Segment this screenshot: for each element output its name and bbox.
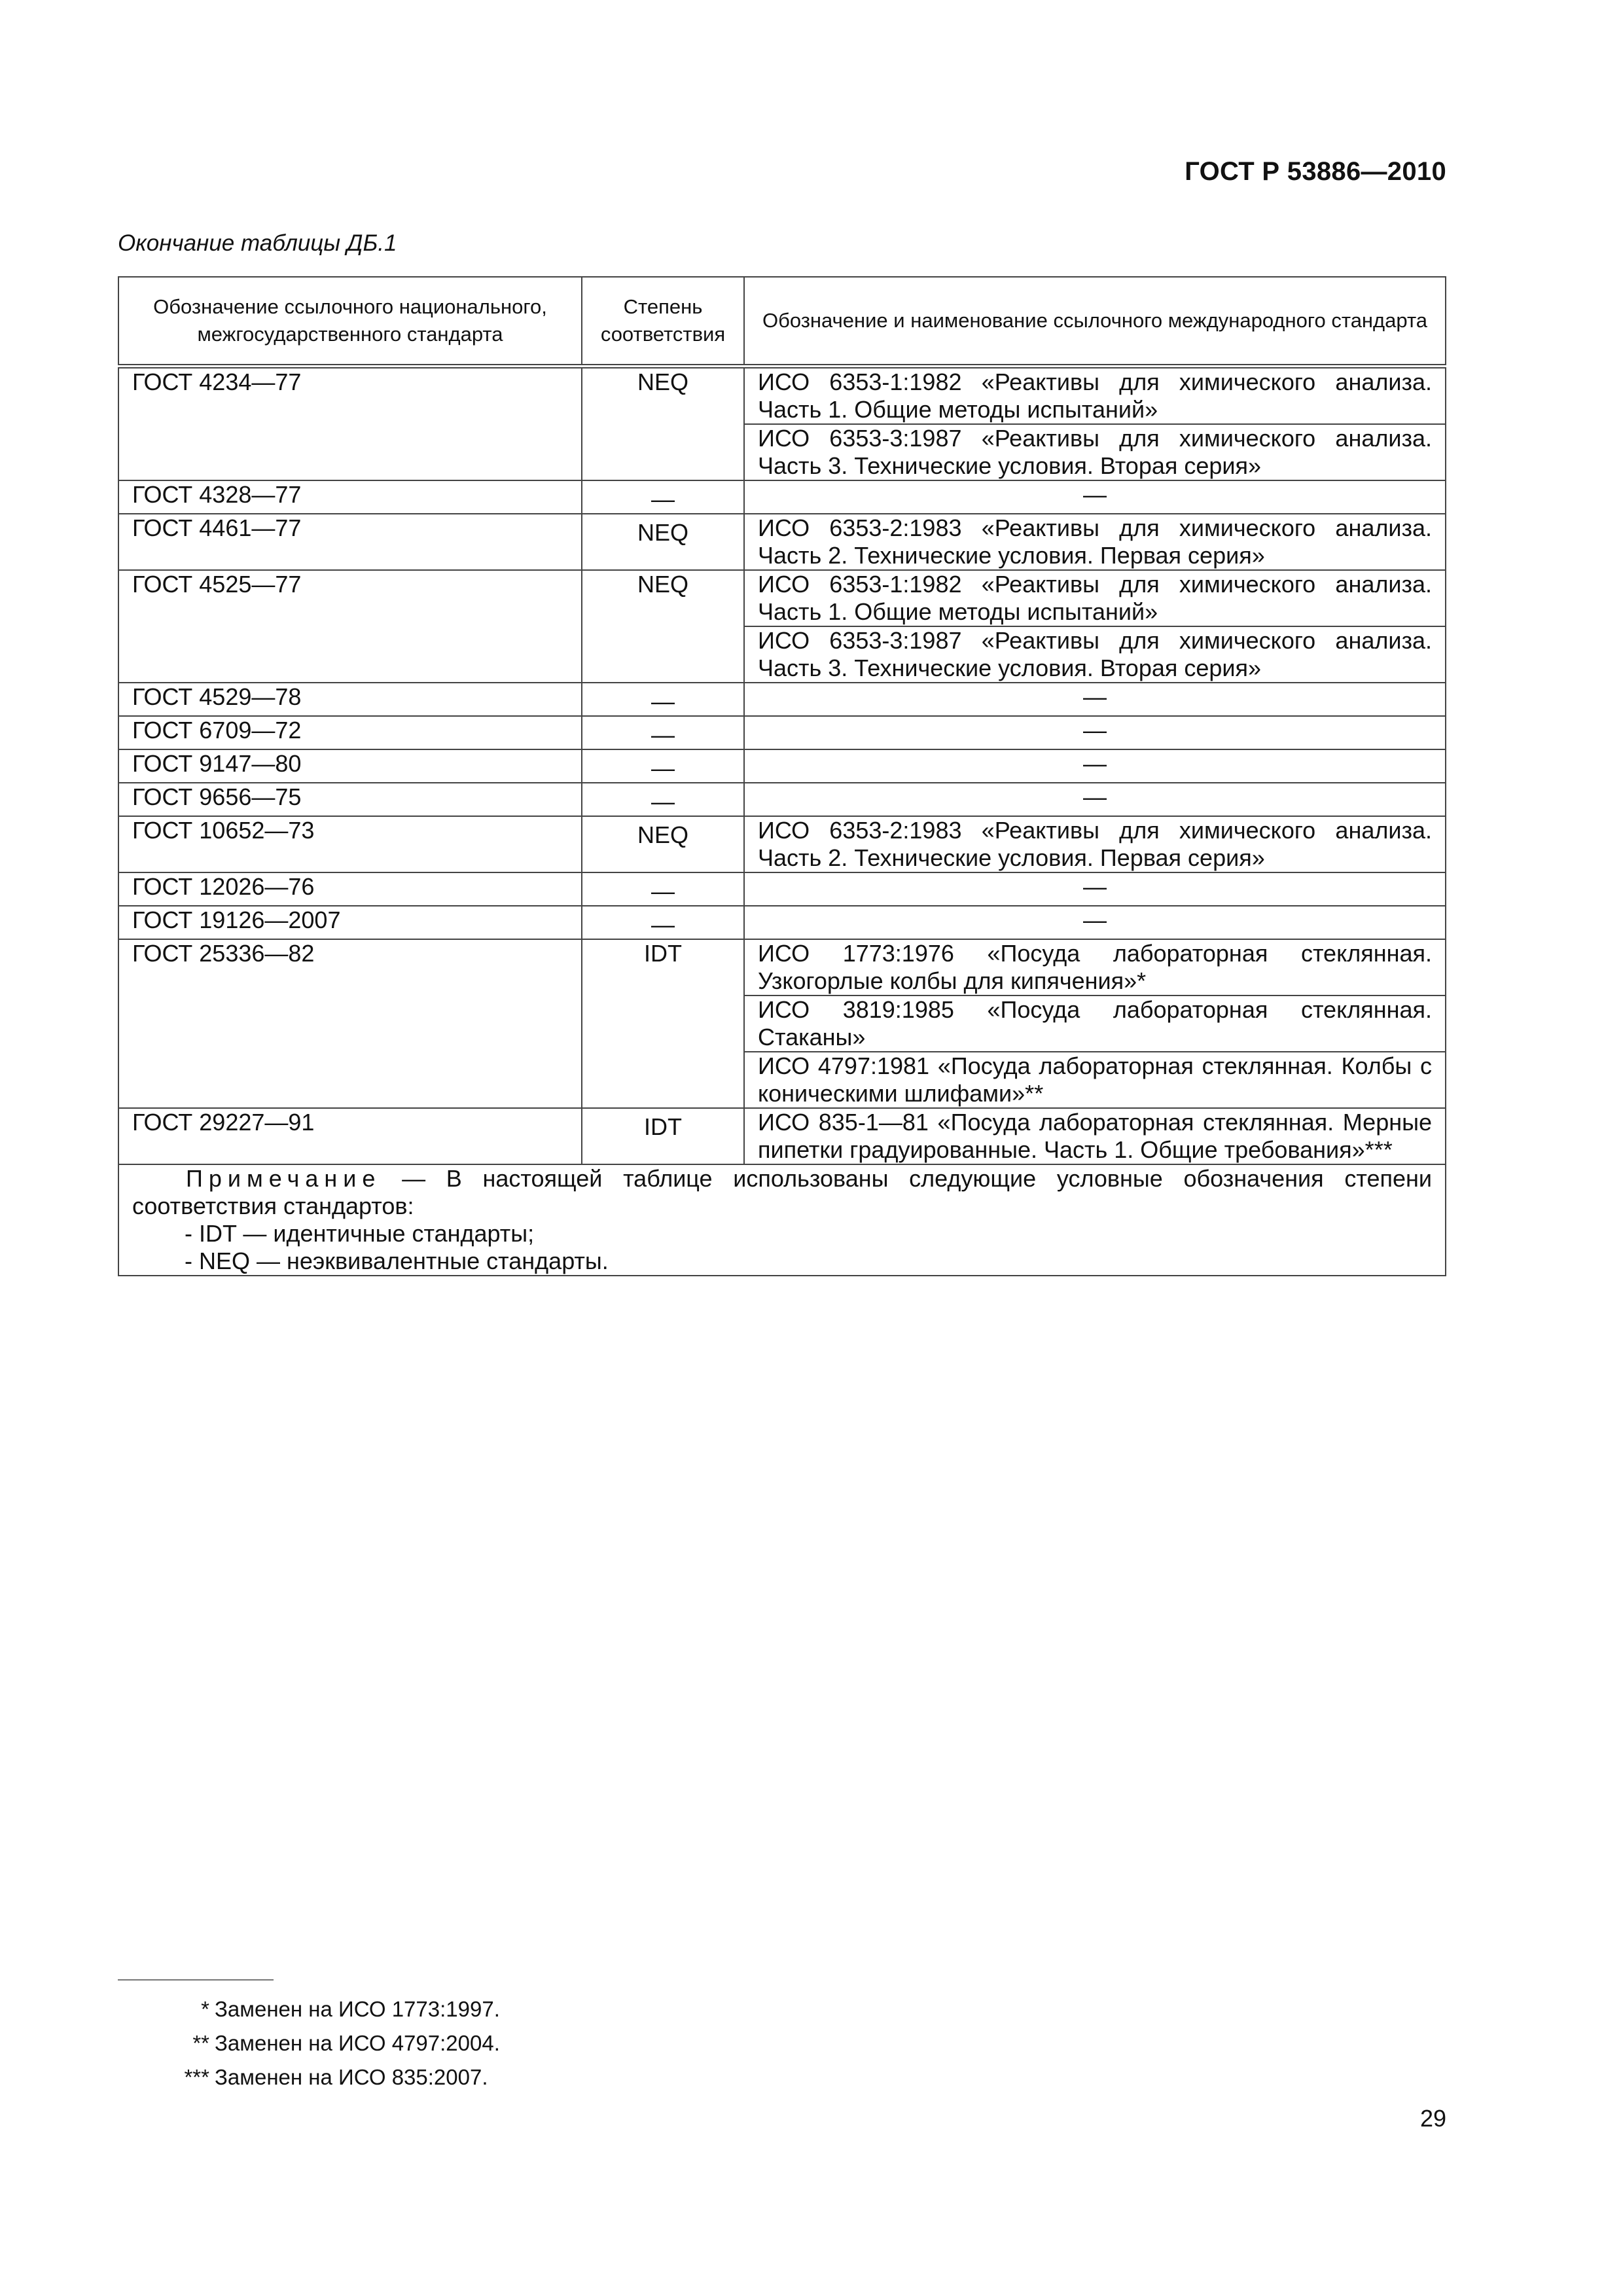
note-item-idt: - IDT — идентичные стандарты; <box>185 1220 535 1247</box>
column-header-national-standard: Обозначение ссылочного национального, межгосударственного стандарта <box>118 277 582 367</box>
footnote-2 <box>164 2026 500 2060</box>
table-row <box>118 570 1446 626</box>
international-standard-cell: ИСО 1773:1976 «Посуда лабораторная стеклянная. Узкогорлые колбы для кипячения»* <box>744 939 1446 996</box>
footnote-1 <box>164 1992 500 2026</box>
national-standard-cell: ГОСТ 10652—73 <box>118 816 582 872</box>
note-text: — В настоящей таблице использованы следующие условные обозначения степени соответствия стандартов: <box>132 1165 1432 1219</box>
note-paragraph <box>132 1165 1432 1220</box>
degree-cell: — <box>582 683 744 716</box>
national-standard-cell: ГОСТ 25336—82 <box>118 939 582 1108</box>
degree-cell: — <box>582 872 744 906</box>
table-row <box>118 1108 1446 1164</box>
table-body <box>118 367 1446 1165</box>
document-designation: ГОСТ Р 53886—2010 <box>1185 157 1446 186</box>
degree-cell: — <box>582 480 744 514</box>
footnote-text: Заменен на ИСО 4797:2004. <box>215 2031 500 2055</box>
table-row <box>118 783 1446 816</box>
footnote-mark: ** <box>192 2031 209 2055</box>
international-standard-cell: — <box>744 783 1446 816</box>
international-standard-cell: ИСО 835-1—81 «Посуда лабораторная стеклянная. Мерные пипетки градуированные. Часть 1. Общие требования»*** <box>744 1108 1446 1164</box>
table-note <box>118 1164 1446 1276</box>
degree-cell: — <box>582 716 744 749</box>
national-standard-cell: ГОСТ 4328—77 <box>118 480 582 514</box>
international-standard-cell: ИСО 6353-1:1982 «Реактивы для химического анализа. Часть 1. Общие методы испытаний» <box>744 570 1446 626</box>
national-standard-cell: ГОСТ 4234—77 <box>118 367 582 481</box>
footnote-text: Заменен на ИСО 835:2007. <box>215 2065 488 2089</box>
degree-cell: NEQ <box>582 367 744 481</box>
degree-cell: — <box>582 749 744 783</box>
footnote-mark: *** <box>184 2065 209 2089</box>
international-standard-cell: ИСО 6353-3:1987 «Реактивы для химического анализа. Часть 3. Технические условия. Вторая серия» <box>744 424 1446 480</box>
national-standard-cell: ГОСТ 4525—77 <box>118 570 582 683</box>
international-standard-cell: — <box>744 480 1446 514</box>
international-standard-cell: ИСО 4797:1981 «Посуда лабораторная стеклянная. Колбы с коническими шлифами»** <box>744 1052 1446 1108</box>
degree-cell: IDT <box>582 1108 744 1164</box>
national-standard-cell: ГОСТ 19126—2007 <box>118 906 582 939</box>
footnote-mark: * <box>201 1997 209 2021</box>
national-standard-cell: ГОСТ 4461—77 <box>118 514 582 570</box>
footnote-text: Заменен на ИСО 1773:1997. <box>215 1997 500 2021</box>
page-number: 29 <box>1419 2105 1446 2132</box>
national-standard-cell: ГОСТ 9656—75 <box>118 783 582 816</box>
national-standard-cell: ГОСТ 6709—72 <box>118 716 582 749</box>
international-standard-cell: — <box>744 716 1446 749</box>
column-header-international-standard: Обозначение и наименование ссылочного международного стандарта <box>744 277 1446 367</box>
table-row <box>118 749 1446 783</box>
table-row <box>118 872 1446 906</box>
national-standard-cell: ГОСТ 12026—76 <box>118 872 582 906</box>
table-row <box>118 939 1446 996</box>
national-standard-cell: ГОСТ 9147—80 <box>118 749 582 783</box>
degree-cell: NEQ <box>582 816 744 872</box>
table-row <box>118 480 1446 514</box>
international-standard-cell: ИСО 6353-1:1982 «Реактивы для химического анализа. Часть 1. Общие методы испытаний» <box>744 367 1446 425</box>
national-standard-cell: ГОСТ 4529—78 <box>118 683 582 716</box>
degree-cell: — <box>582 906 744 939</box>
international-standard-cell: ИСО 3819:1985 «Посуда лабораторная стеклянная. Стаканы» <box>744 996 1446 1052</box>
degree-cell: IDT <box>582 939 744 1108</box>
international-standard-cell: — <box>744 749 1446 783</box>
international-standard-cell: ИСО 6353-2:1983 «Реактивы для химического анализа. Часть 2. Технические условия. Первая серия» <box>744 514 1446 570</box>
degree-cell: — <box>582 783 744 816</box>
table-row <box>118 716 1446 749</box>
footnote-3 <box>164 2060 500 2094</box>
table-row <box>118 816 1446 872</box>
note-item-neq: - NEQ — неэквивалентные стандарты. <box>185 1247 609 1274</box>
footnotes <box>164 1992 500 2094</box>
table-header-row <box>118 277 1446 367</box>
reference-standards-table <box>118 276 1446 1276</box>
international-standard-cell: — <box>744 906 1446 939</box>
degree-cell: NEQ <box>582 514 744 570</box>
table-row <box>118 683 1446 716</box>
international-standard-cell: ИСО 6353-3:1987 «Реактивы для химического анализа. Часть 3. Технические условия. Вторая серия» <box>744 626 1446 683</box>
table-caption: Окончание таблицы ДБ.1 <box>118 230 397 256</box>
note-label: Примечание <box>186 1165 382 1192</box>
international-standard-cell: — <box>744 683 1446 716</box>
table-row <box>118 367 1446 425</box>
footnote-separator <box>118 1979 274 1981</box>
table-note-row <box>118 1164 1446 1276</box>
national-standard-cell: ГОСТ 29227—91 <box>118 1108 582 1164</box>
table-row <box>118 514 1446 570</box>
column-header-degree: Степень соответствия <box>582 277 744 367</box>
international-standard-cell: ИСО 6353-2:1983 «Реактивы для химического анализа. Часть 2. Технические условия. Первая серия» <box>744 816 1446 872</box>
degree-cell: NEQ <box>582 570 744 683</box>
table-row <box>118 906 1446 939</box>
international-standard-cell: — <box>744 872 1446 906</box>
